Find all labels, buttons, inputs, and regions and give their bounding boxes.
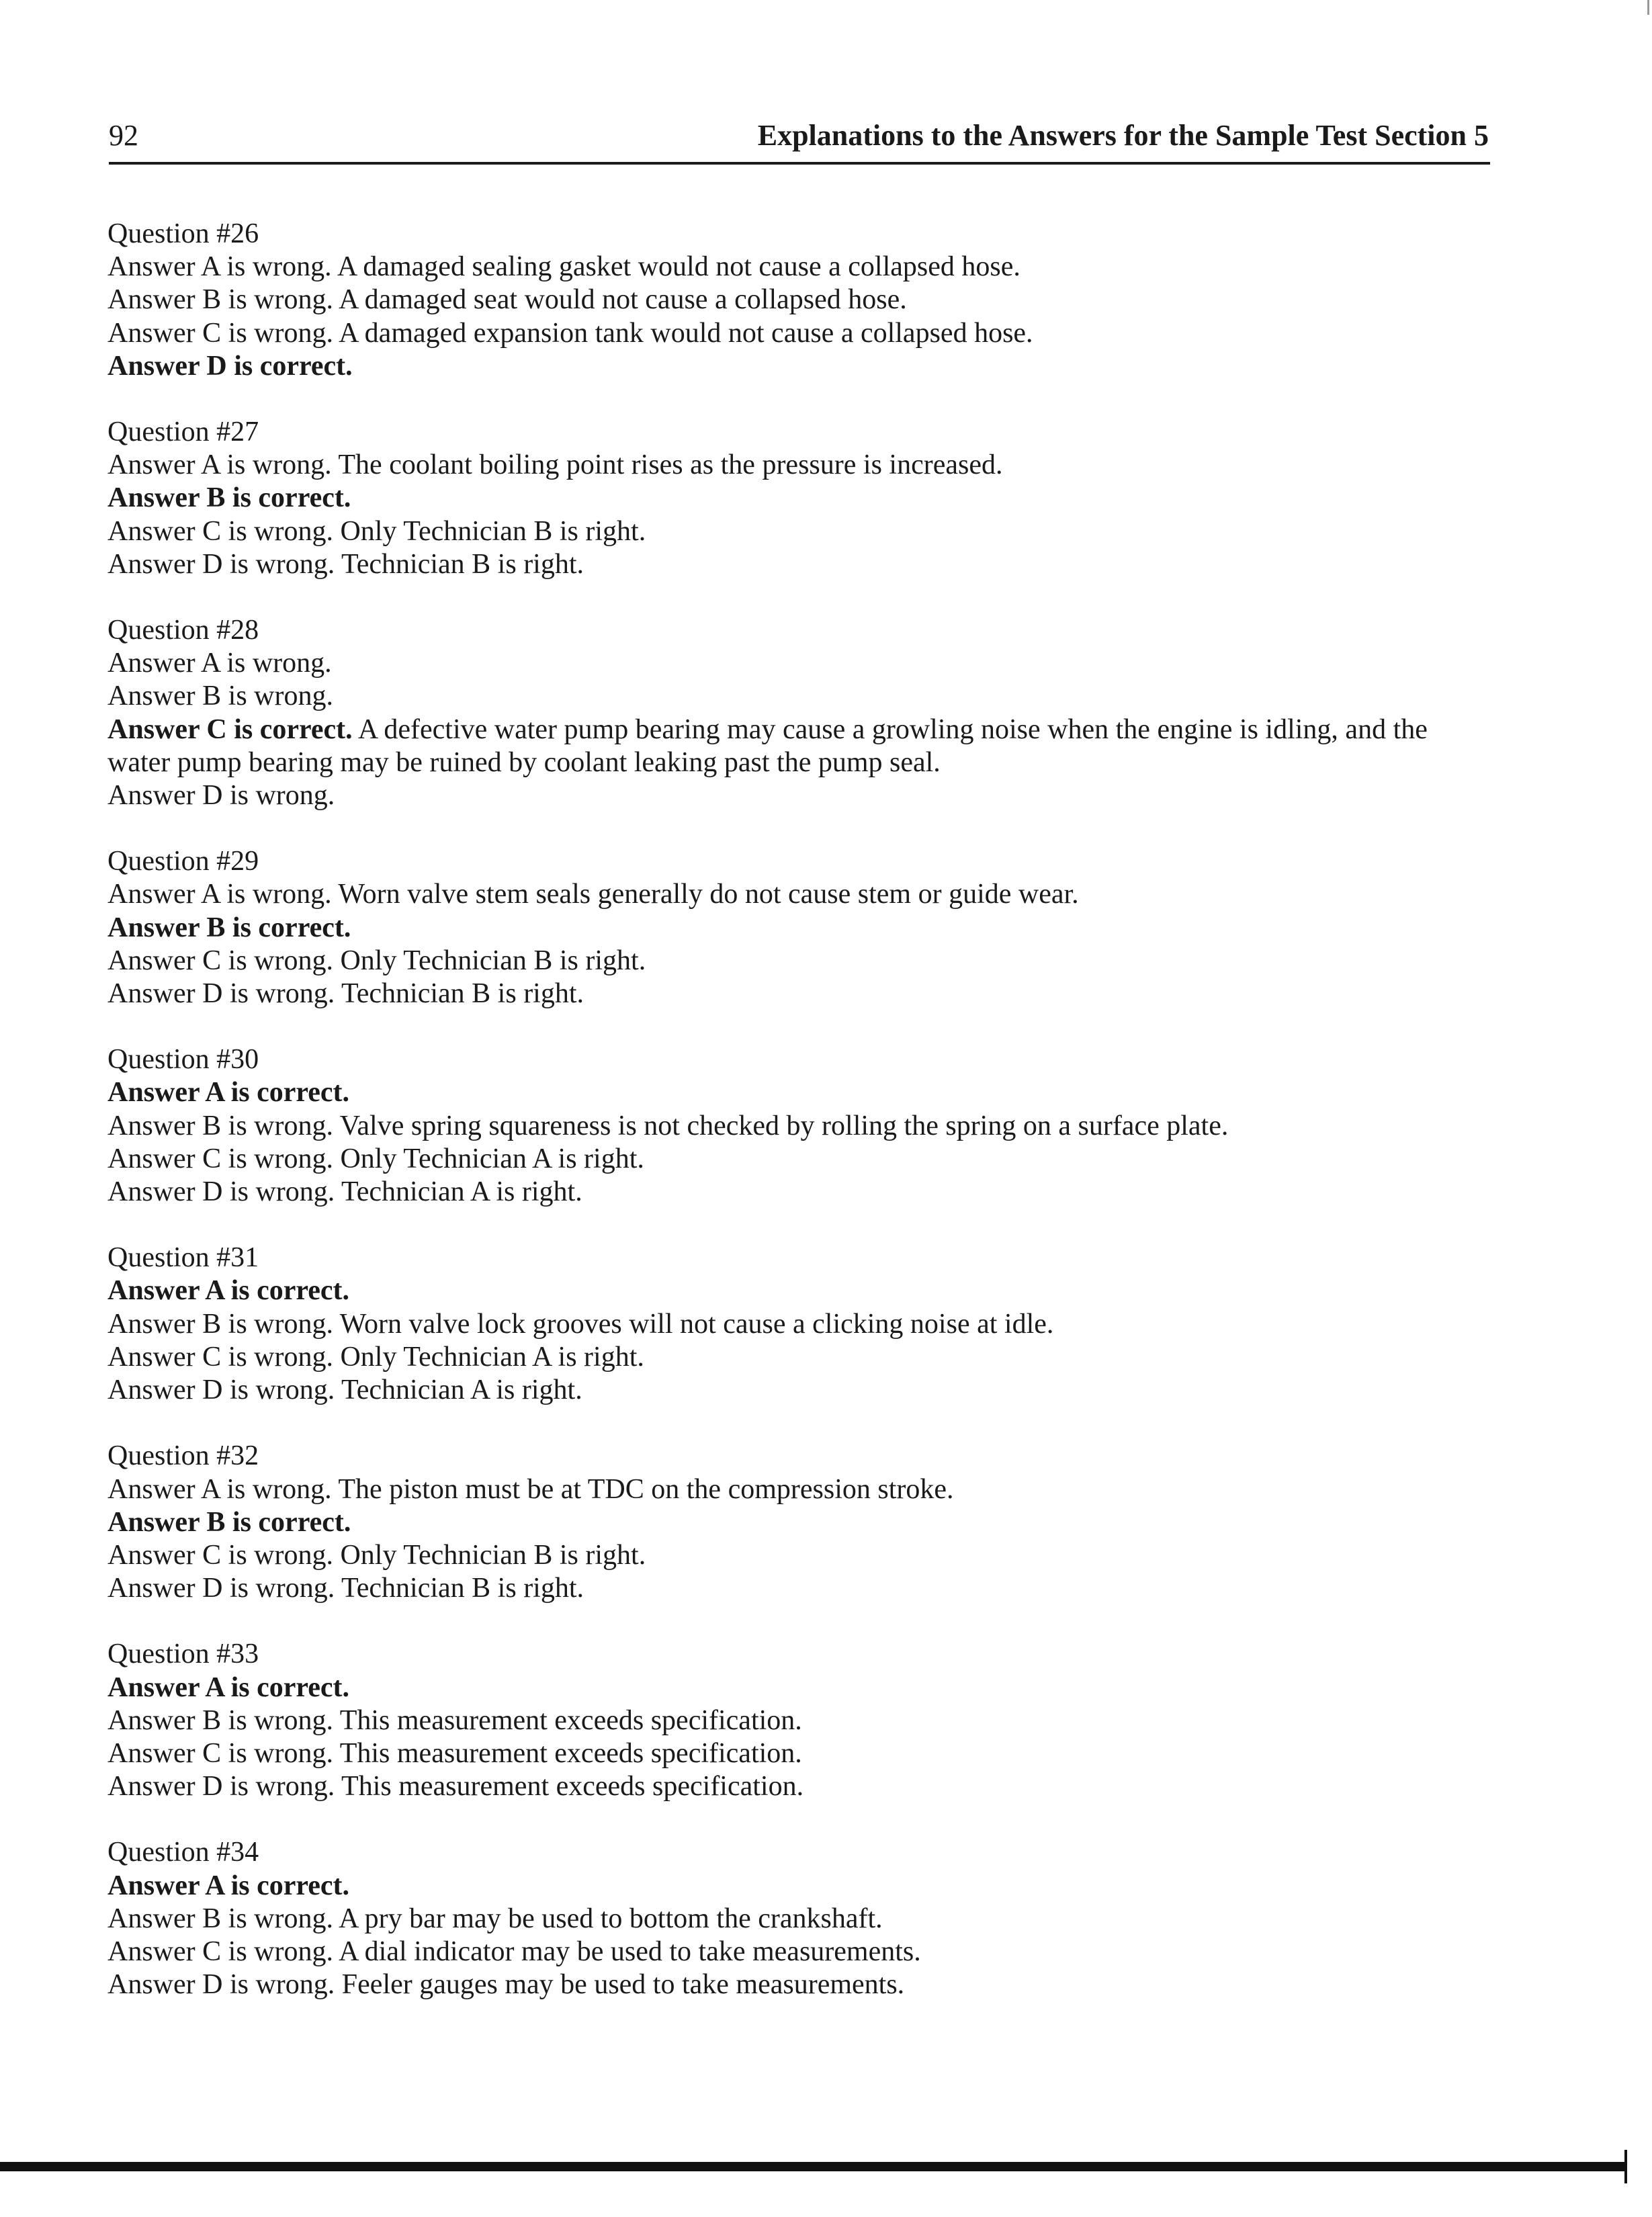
answer-text: Answer D is wrong. Technician B is right. [107, 1573, 584, 1604]
answer-text: Answer B is wrong. A pry bar may be used to bottom the crankshaft. [107, 1903, 883, 1934]
answer-line [107, 350, 1485, 383]
question-block-26 [107, 218, 1485, 383]
correct-answer-label: Answer A is correct. [107, 1077, 350, 1108]
question-title: Question #30 [107, 1044, 259, 1076]
answer-line [107, 1903, 1485, 1936]
answer-text: A defective water pump bearing may cause a growling noise when the engine is idling, and the water pump bearing may be ruined by coolant leaking past the pump seal. [107, 713, 1428, 778]
answer-text: Answer B is wrong. A damaged seat would not cause a collapsed hose. [107, 284, 907, 316]
correct-answer-label: Answer B is correct. [107, 482, 351, 514]
answer-text: Answer B is wrong. This measurement exceeds specification. [107, 1704, 802, 1736]
question-block-30 [107, 1043, 1485, 1209]
footer-rule [0, 2162, 1626, 2171]
answer-line [107, 1572, 1485, 1605]
question-block-31 [107, 1242, 1485, 1407]
answer-line [107, 1770, 1485, 1803]
answer-line [107, 1704, 1485, 1737]
answer-text: Answer C is wrong. Only Technician B is right. [107, 1539, 646, 1571]
question-title: Question #34 [107, 1837, 259, 1868]
header-rule [109, 162, 1490, 165]
correct-answer-label: Answer B is correct. [107, 1506, 351, 1538]
question-title: Question #26 [107, 218, 259, 249]
answer-line [107, 1374, 1485, 1407]
answer-line [107, 680, 1485, 713]
answer-text: Answer A is wrong. The piston must be at TDC on the compression stroke. [107, 1473, 954, 1505]
scan-edge-mark [1647, 0, 1649, 15]
question-block-29 [107, 845, 1485, 1010]
answer-line [107, 779, 1485, 812]
answer-line [107, 1473, 1485, 1506]
question-title: Question #31 [107, 1242, 259, 1274]
correct-answer-label: Answer C is correct. [107, 713, 353, 745]
answer-line [107, 1539, 1485, 1572]
question-block-27 [107, 416, 1485, 581]
answer-line [107, 449, 1485, 482]
question-block-34 [107, 1836, 1485, 2001]
answer-text: Answer C is wrong. A dial indicator may be used to take measurements. [107, 1936, 921, 1967]
answer-line [107, 977, 1485, 1010]
answer-text: Answer D is wrong. This measurement exceeds specification. [107, 1771, 804, 1802]
answer-explanations [107, 218, 1485, 2034]
answer-line [107, 1274, 1485, 1307]
answer-line [107, 1176, 1485, 1209]
answer-line [107, 1506, 1485, 1539]
answer-text: Answer C is wrong. Only Technician A is right. [107, 1143, 644, 1174]
answer-line [107, 912, 1485, 945]
answer-text: Answer C is wrong. Only Technician B is right. [107, 945, 646, 976]
answer-text: Answer D is wrong. Technician A is right. [107, 1176, 582, 1208]
question-title: Question #33 [107, 1639, 259, 1670]
answer-text: Answer D is wrong. [107, 780, 335, 812]
answer-text: Answer B is wrong. Worn valve lock grooves will not cause a clicking noise at idle. [107, 1308, 1054, 1340]
correct-answer-label: Answer A is correct. [107, 1275, 350, 1307]
answer-line [107, 878, 1485, 911]
question-title: Question #28 [107, 615, 259, 646]
answer-line [107, 713, 1485, 779]
correct-answer-label: Answer D is correct. [107, 350, 353, 382]
answer-line [107, 1737, 1485, 1770]
answer-line [107, 1308, 1485, 1341]
page-header [109, 113, 1489, 161]
answer-line [107, 1671, 1485, 1704]
answer-text: Answer A is wrong. The coolant boiling point rises as the pressure is increased. [107, 449, 1003, 481]
correct-answer-label: Answer A is correct. [107, 1671, 350, 1703]
correct-answer-label: Answer A is correct. [107, 1870, 350, 1901]
answer-text: Answer B is wrong. [107, 681, 333, 712]
answer-line [107, 647, 1485, 680]
question-block-33 [107, 1638, 1485, 1803]
answer-line [107, 945, 1485, 977]
answer-text: Answer D is wrong. Feeler gauges may be used to take measurements. [107, 1969, 905, 2001]
answer-line [107, 1143, 1485, 1176]
page-number: 92 [109, 119, 138, 152]
answer-text: Answer C is wrong. A damaged expansion tank would not cause a collapsed hose. [107, 317, 1033, 349]
answer-text: Answer C is wrong. This measurement exceeds specification. [107, 1737, 802, 1769]
answer-text: Answer D is wrong. Technician B is right. [107, 548, 584, 580]
answer-text: Answer A is wrong. [107, 648, 332, 679]
answer-text: Answer A is wrong. A damaged sealing gasket would not cause a collapsed hose. [107, 251, 1020, 283]
answer-line [107, 1968, 1485, 2001]
correct-answer-label: Answer B is correct. [107, 912, 351, 943]
running-head: Explanations to the Answers for the Sample Test Section 5 [757, 119, 1489, 152]
question-block-32 [107, 1440, 1485, 1605]
question-title: Question #29 [107, 846, 259, 877]
answer-line [107, 1936, 1485, 1968]
question-title: Question #27 [107, 417, 259, 448]
answer-text: Answer D is wrong. Technician A is right. [107, 1375, 582, 1406]
answer-text: Answer D is wrong. Technician B is right. [107, 978, 584, 1010]
answer-line [107, 1341, 1485, 1374]
footer-rule-end-mark [1624, 2150, 1627, 2183]
answer-line [107, 317, 1485, 350]
answer-line [107, 1076, 1485, 1109]
answer-line [107, 251, 1485, 284]
answer-text: Answer B is wrong. Valve spring squareness is not checked by rolling the spring on a surface plate. [107, 1110, 1229, 1141]
question-block-28 [107, 614, 1485, 812]
answer-line [107, 284, 1485, 316]
answer-text: Answer C is wrong. Only Technician A is right. [107, 1341, 644, 1373]
answer-line [107, 1110, 1485, 1143]
answer-text: Answer A is wrong. Worn valve stem seals generally do not cause stem or guide wear. [107, 879, 1079, 910]
answer-line [107, 1870, 1485, 1903]
question-title: Question #32 [107, 1440, 259, 1472]
answer-line [107, 548, 1485, 581]
answer-text: Answer C is wrong. Only Technician B is right. [107, 515, 646, 547]
answer-line [107, 482, 1485, 515]
answer-line [107, 515, 1485, 548]
